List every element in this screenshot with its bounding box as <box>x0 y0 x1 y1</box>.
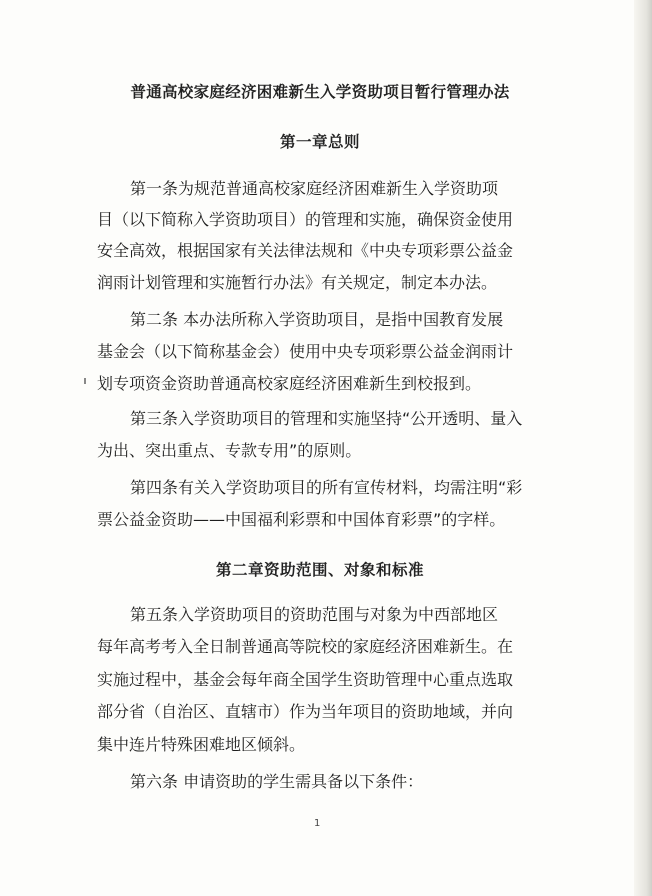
article-1-line-4: 润雨计划管理和实施暂行办法》有关规定，制定本办法。 <box>97 273 498 292</box>
article-2-line-1: 第二条 本办法所称入学资助项目，是指中国教育发展 <box>130 310 504 329</box>
article-1-line-2: 目（以下简称入学资助项目）的管理和实施，确保资金使用 <box>97 210 514 229</box>
chapter-2-heading: 第二章资助范围、对象和标准 <box>215 561 424 579</box>
chapter-1-heading: 第一章总则 <box>279 133 360 151</box>
document-title: 普通高校家庭经济困难新生入学资助项目暂行管理办法 <box>130 82 510 101</box>
article-5-line-2: 每年高考考入全日制普通高等院校的家庭经济困难新生。在 <box>97 637 514 656</box>
article-5-line-3: 实施过程中，基金会每年商全国学生资助管理中心重点选取 <box>97 670 514 689</box>
article-2-line-2: 基金会（以下简称基金会）使用中央专项彩票公益金润雨计 <box>97 342 514 361</box>
scan-mark <box>84 378 86 384</box>
article-5-line-5: 集中连片特殊困难地区倾斜。 <box>97 735 306 754</box>
article-4-line-1: 第四条有关入学资助项目的所有宣传材料，均需注明“彩 <box>130 478 523 497</box>
article-3-line-2: 为出、突出重点、专款专用”的原则。 <box>97 441 362 460</box>
article-1-line-3: 安全高效，根据国家有关法律法规和《中央专项彩票公益金 <box>97 241 514 260</box>
page-number: 1 <box>314 818 321 829</box>
article-5-line-4: 部分省（自治区、直辖市）作为当年项目的资助地域，并向 <box>97 702 514 721</box>
article-3-line-1: 第三条入学资助项目的管理和实施坚持“公开透明、量入 <box>130 409 523 428</box>
article-1-line-1: 第一条为规范普通高校家庭经济困难新生入学资助项 <box>130 179 499 198</box>
article-4-line-2: 票公益金资助——中国福利彩票和中国体育彩票”的字样。 <box>97 510 506 529</box>
article-6-line-1: 第六条 申请资助的学生需具备以下条件： <box>130 772 424 791</box>
article-5-line-1: 第五条入学资助项目的资助范围与对象为中西部地区 <box>130 605 499 624</box>
article-2-line-3: 划专项资金资助普通高校家庭经济困难新生到校报到。 <box>97 374 482 393</box>
